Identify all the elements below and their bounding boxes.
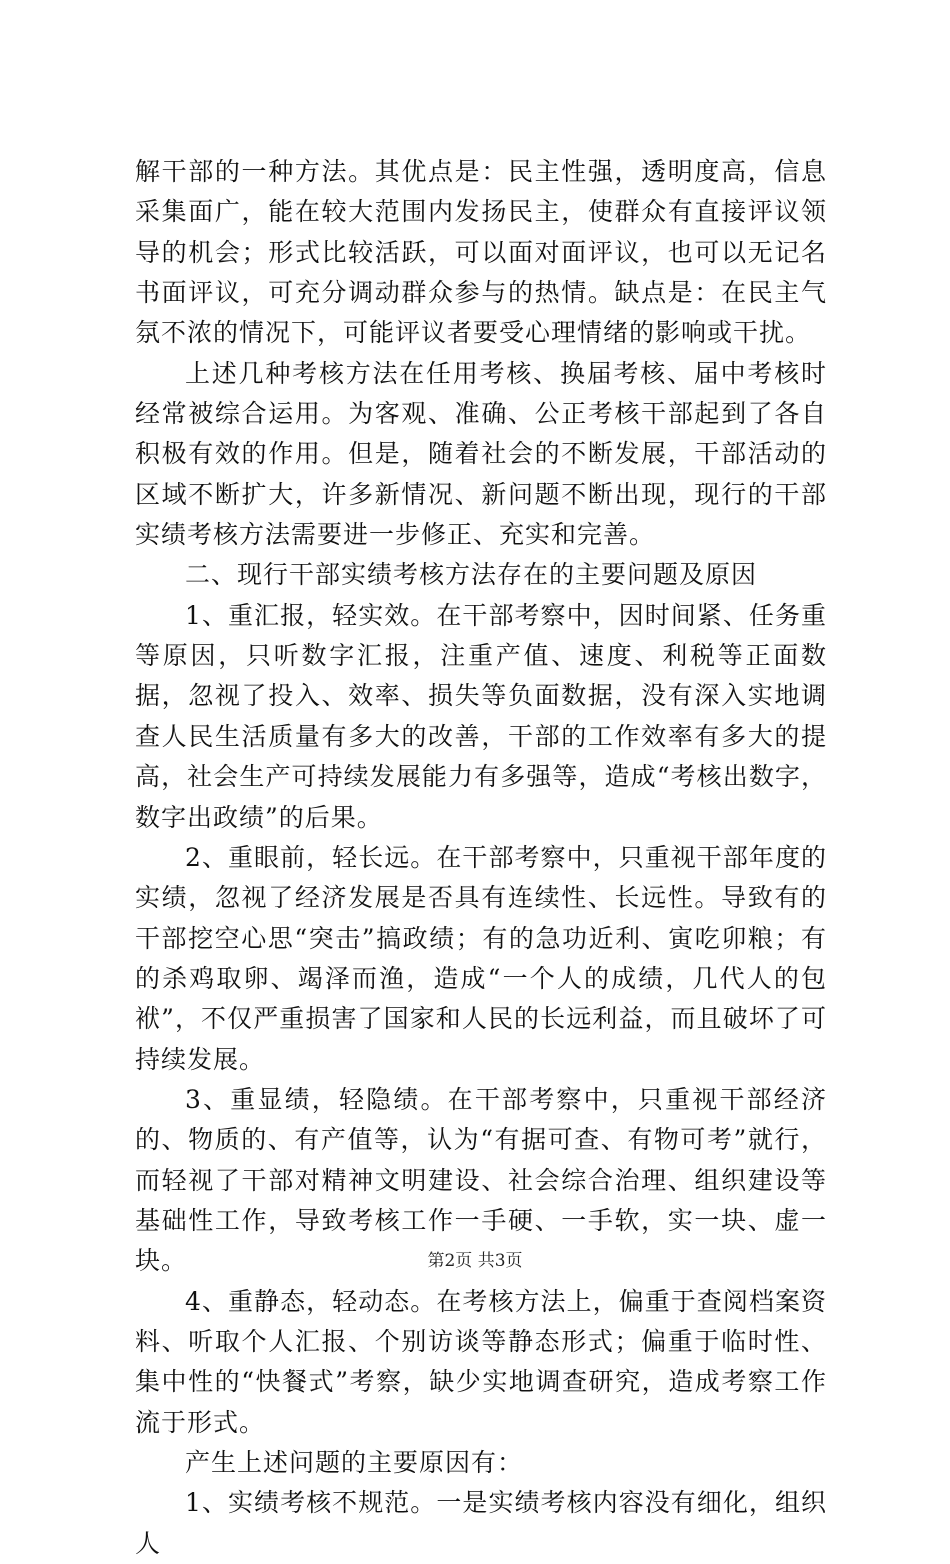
section-heading: 二、现行干部实绩考核方法存在的主要问题及原因 <box>185 560 758 590</box>
paragraph-problem-4: 4、重静态，轻动态。在考核方法上，偏重于查阅档案资料、听取个人汇报、个别访谈等静态形式；偏重于临时性、集中性的“快餐式”考察，缺少实地调查研究，造成考察工作流于形式。 <box>135 1286 827 1437</box>
page-footer: 第2页 共3页 <box>427 1251 523 1271</box>
paragraph-cause-1: 1、实绩考核不规范。一是实绩考核内容没有细化，组织人 <box>135 1488 827 1558</box>
paragraph-continuation: 解干部的一种方法。其优点是：民主性强，透明度高，信息采集面广，能在较大范围内发扬民主，使群众有直接评议领导的机会；形式比较活跃，可以面对面评议，也可以无记名书面评议，可充分调动群众参与的热情。缺点是：在民主气氛不浓的情况下，可能评议者要受心理情绪的影响或干扰。 <box>135 157 827 348</box>
document-body <box>135 152 827 1564</box>
paragraph-problem-1: 1、重汇报，轻实效。在干部考察中，因时间紧、任务重等原因，只听数字汇报，注重产值、速度、利税等正面数据，忽视了投入、效率、损失等负面数据，没有深入实地调查人民生活质量有多大的改善，干部的工作效率有多大的提高，社会生产可持续发展能力有多强等，造成“考核出数字，数字出政绩”的后果。 <box>135 600 827 832</box>
paragraph-summary: 上述几种考核方法在任用考核、换届考核、届中考核时经常被综合运用。为客观、准确、公正考核干部起到了各自积极有效的作用。但是，随着社会的不断发展，干部活动的区域不断扩大，许多新情况、新问题不断出现，现行的干部实绩考核方法需要进一步修正、充实和完善。 <box>135 358 827 550</box>
paragraph-problem-3: 3、重显绩，轻隐绩。在干部考察中，只重视干部经济的、物质的、有产值等，认为“有据可查、有物可考”就行，而轻视了干部对精神文明建设、社会综合治理、组织建设等基础性工作，导致考核工作一手硬、一手软，实一块、虚一块。 <box>135 1084 827 1276</box>
paragraph-problem-2: 2、重眼前，轻长远。在干部考察中，只重视干部年度的实绩，忽视了经济发展是否具有连续性、长远性。导致有的干部挖空心思“突击”搞政绩；有的急功近利、寅吃卯粮；有的杀鸡取卵、竭泽而渔，造成“一个人的成绩，几代人的包袱”，不仅严重损害了国家和人民的长远利益，而且破坏了可持续发展。 <box>135 842 827 1074</box>
paragraph-causes-intro: 产生上述问题的主要原因有： <box>185 1448 524 1477</box>
